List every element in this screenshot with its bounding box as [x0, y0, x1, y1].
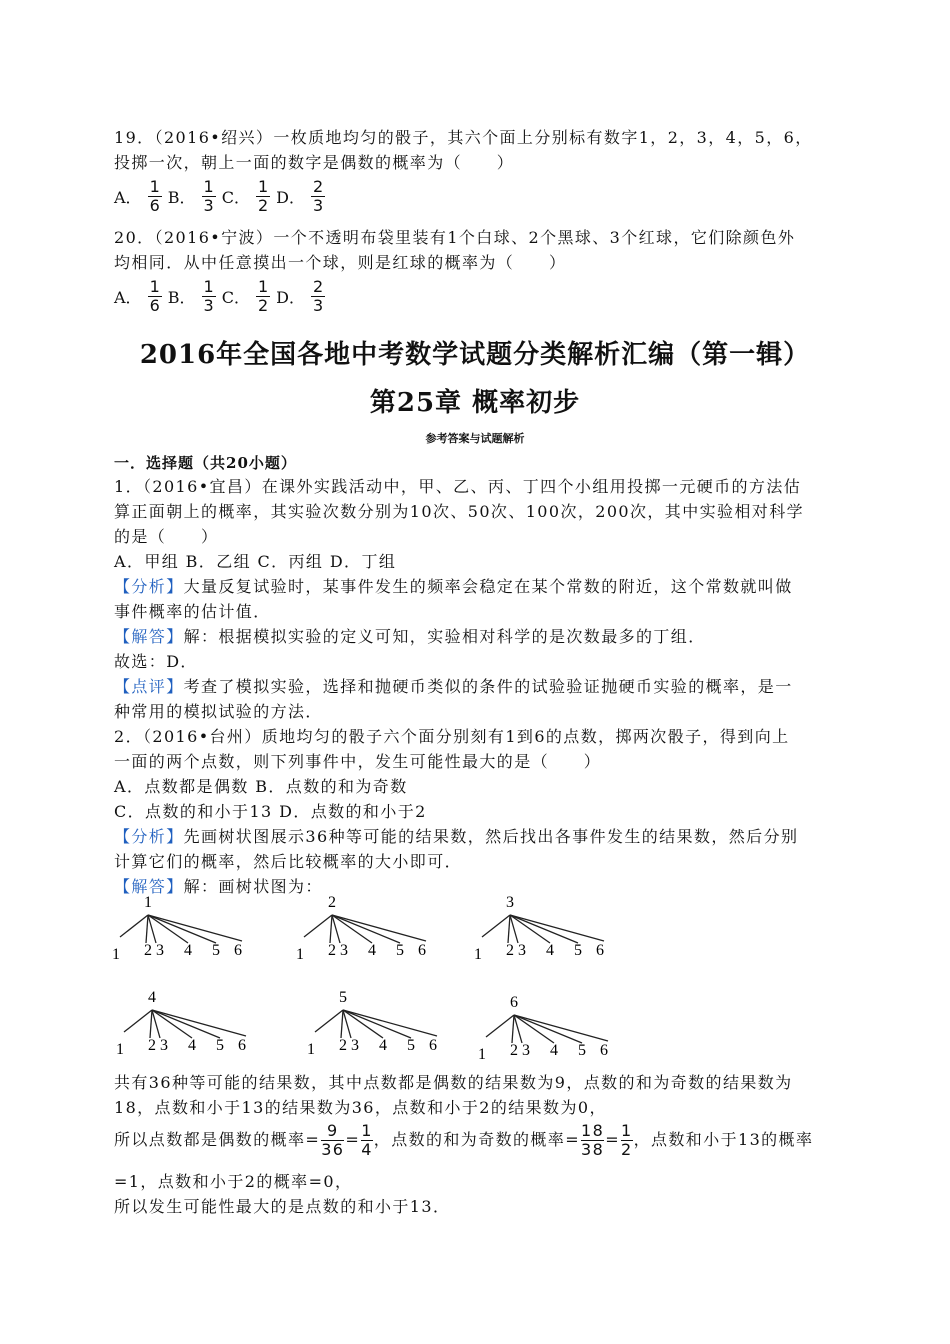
tree-leaf-label: 1 [474, 946, 482, 963]
fraction: $\frac{1}{2}$ [621, 1121, 633, 1159]
tree-branch [148, 915, 242, 941]
option-fraction: $\frac{1}{3}$ [203, 277, 214, 315]
tree-diagram [112, 988, 262, 1060]
tree-leaf-label: 5 [216, 1037, 224, 1054]
a2-question-line-1: 2．（2016•台州）质地均匀的骰子六个面分别刻有1到6的点数，掷两次骰子，得到向上 [114, 727, 790, 746]
a2-answer-line-1: 【解答】解：画树状图为： [114, 877, 323, 896]
tree-leaf-label: 3 [351, 1037, 359, 1054]
tree-leaf-label: 6 [418, 942, 426, 959]
tree-branch [120, 915, 148, 937]
tree-leaf-label: 1 [112, 946, 120, 963]
option-fraction: $\frac{2}{3}$ [312, 277, 324, 315]
q19-line-1: 19．（2016•绍兴）一枚质地均匀的骰子，其六个面上分别标有数字1，2，3，4，5，6， [114, 128, 813, 147]
a1-question-line-2: 算正面朝上的概率，其实验次数分别为10次、50次、100次，200次，其中实验相对科学 [114, 502, 804, 521]
option-label: C． [221, 188, 250, 207]
tree-leaf-label: 4 [546, 942, 554, 959]
tree-branch [330, 915, 332, 943]
section-heading: 一．选择题（共20小题） [114, 454, 297, 472]
tree-branch [482, 915, 510, 937]
option-fraction: $\frac{2}{3}$ [312, 177, 324, 215]
tree-root-label: 4 [148, 989, 156, 1006]
tree-branch [304, 915, 332, 937]
a2-result-line-3: =1，点数和小于2的概率=0， [114, 1172, 353, 1191]
tree-svg [112, 988, 262, 1060]
tree-diagram [303, 988, 453, 1060]
option-label: B． [167, 288, 196, 307]
chapter-title: 第25章 概率初步 [369, 388, 581, 418]
a2-analysis-line-1: 【分析】先画树状图展示36种等可能的结果数，然后找出各事件发生的结果数，然后分别 [114, 827, 799, 846]
tree-leaf-label: 1 [478, 1046, 486, 1063]
tree-leaf-label: 2 [506, 942, 514, 959]
tree-leaf-label: 3 [160, 1037, 168, 1054]
tree-leaf-label: 4 [550, 1042, 558, 1059]
tree-leaf-label: 6 [596, 942, 604, 959]
tree-branch [510, 915, 604, 941]
a2-result-line-4: 所以发生可能性最大的是点数的和小于13． [114, 1197, 451, 1216]
tree-diagram [292, 893, 442, 965]
tree-branch [341, 1010, 343, 1038]
tree-leaf-label: 4 [379, 1037, 387, 1054]
option-label: A． [114, 288, 142, 307]
tree-leaf-label: 3 [522, 1042, 530, 1059]
a1-analysis-line-1: 【分析】大量反复试验时，某事件发生的频率会稳定在某个常数的附近，这个常数就叫做 [114, 577, 793, 596]
a2-options-line-1: A．点数都是偶数 B．点数的和为奇数 [114, 777, 408, 796]
tree-diagram [474, 993, 624, 1065]
tree-leaf-label: 2 [328, 942, 336, 959]
tree-branch [512, 1015, 514, 1043]
tree-branch [332, 915, 426, 941]
q19-options [114, 178, 331, 215]
tree-diagram [470, 893, 620, 965]
tree-leaf-label: 6 [600, 1042, 608, 1059]
comment-tag: 【点评】 [114, 677, 184, 696]
option-fraction: $\frac{1}{3}$ [203, 177, 214, 215]
q19-line-2: 投掷一次，朝上一面的数字是偶数的概率为（ ） [114, 153, 515, 172]
a2-probability-line: 所以点数都是偶数的概率= $\frac{9}{36}$ = $\frac{1}{4}$ ，点数的和为奇数的概率= $\frac{18}{38}$ = $\frac{1}{2}$ ，点数和小于13的概率 [114, 1121, 814, 1159]
tree-leaf-label: 6 [429, 1037, 437, 1054]
tree-branch [315, 1010, 343, 1032]
tree-svg [470, 893, 620, 965]
answer-tag: 【解答】 [114, 877, 184, 896]
tree-branch [124, 1010, 152, 1032]
tree-diagram [108, 893, 258, 965]
option-label: B． [167, 188, 196, 207]
tree-leaf-label: 2 [510, 1042, 518, 1059]
q20-options [114, 278, 331, 315]
option-label: D． [276, 288, 305, 307]
a1-options: A．甲组 B．乙组 C．丙组 D．丁组 [114, 552, 397, 571]
tree-leaf-label: 5 [396, 942, 404, 959]
a1-analysis-line-2: 事件概率的估计值． [114, 602, 271, 621]
tree-root-label: 2 [328, 894, 336, 911]
option-label: C． [221, 288, 250, 307]
tree-branch [514, 1015, 608, 1041]
a1-comment-line-1: 【点评】考查了模拟实验，选择和抛硬币类似的条件的试验验证抛硬币实验的概率，是一 [114, 677, 793, 696]
a1-answer-line-1: 【解答】解：根据模拟实验的定义可知，实验相对科学的是次数最多的丁组． [114, 627, 706, 646]
tree-root-label: 6 [510, 994, 518, 1011]
tree-branch [508, 915, 510, 943]
analysis-tag: 【分析】 [114, 827, 184, 846]
tree-leaf-label: 6 [234, 942, 242, 959]
q20-line-2: 均相同．从中任意摸出一个球，则是红球的概率为（ ） [114, 253, 567, 272]
tree-leaf-label: 5 [212, 942, 220, 959]
tree-branch [343, 1010, 437, 1036]
tree-leaf-label: 2 [339, 1037, 347, 1054]
a2-question-line-2: 一面的两个点数，则下列事件中，发生可能性最大的是（ ） [114, 752, 602, 771]
tree-root-label: 3 [506, 894, 514, 911]
tree-svg [108, 893, 258, 965]
tree-leaf-label: 1 [307, 1041, 315, 1058]
a1-answer-line-2: 故选：D． [114, 652, 198, 671]
tree-leaf-label: 4 [188, 1037, 196, 1054]
tree-leaf-label: 5 [407, 1037, 415, 1054]
a1-comment-line-2: 种常用的模拟试验的方法． [114, 702, 323, 721]
a2-analysis-line-2: 计算它们的概率，然后比较概率的大小即可． [114, 852, 463, 871]
tree-branch [146, 915, 148, 943]
fraction: $\frac{18}{38}$ [581, 1121, 605, 1159]
tree-leaf-label: 6 [238, 1037, 246, 1054]
fraction: $\frac{9}{36}$ [321, 1121, 345, 1159]
tree-svg [303, 988, 453, 1060]
tree-leaf-label: 1 [116, 1041, 124, 1058]
document-title: 2016年全国各地中考数学试题分类解析汇编（第一辑） [139, 340, 811, 370]
option-fraction: $\frac{1}{2}$ [257, 277, 269, 315]
q20-line-1: 20．（2016•宁波）一个不透明布袋里装有1个白球、2个黑球、3个红球，它们除颜色外 [114, 228, 796, 247]
tree-svg [292, 893, 442, 965]
tree-leaf-label: 5 [578, 1042, 586, 1059]
tree-branch [152, 1010, 246, 1036]
subtitle: 参考答案与试题解析 [425, 432, 525, 445]
option-fraction: $\frac{1}{2}$ [257, 177, 269, 215]
a2-result-line-2: 18，点数和小于13的结果数为36，点数和小于2的结果数为0， [114, 1098, 607, 1117]
tree-leaf-label: 4 [368, 942, 376, 959]
a1-question-line-1: 1．（2016•宜昌）在课外实践活动中，甲、乙、丙、丁四个小组用投掷一元硬币的方法估 [114, 477, 802, 496]
option-fraction: $\frac{1}{6}$ [149, 277, 160, 315]
tree-leaf-label: 2 [144, 942, 152, 959]
tree-leaf-label: 2 [148, 1037, 156, 1054]
option-label: D． [276, 188, 305, 207]
tree-leaf-label: 1 [296, 946, 304, 963]
tree-leaf-label: 3 [340, 942, 348, 959]
tree-root-label: 1 [144, 894, 152, 911]
tree-leaf-label: 3 [518, 942, 526, 959]
option-label: A． [114, 188, 142, 207]
tree-leaf-label: 4 [184, 942, 192, 959]
a2-options-line-2: C．点数的和小于13 D．点数的和小于2 [114, 802, 427, 821]
answer-tag: 【解答】 [114, 627, 184, 646]
tree-root-label: 5 [339, 989, 347, 1006]
tree-leaf-label: 5 [574, 942, 582, 959]
option-fraction: $\frac{1}{6}$ [149, 177, 160, 215]
fraction: $\frac{1}{4}$ [361, 1121, 373, 1159]
tree-branch [150, 1010, 152, 1038]
tree-branch [486, 1015, 514, 1037]
a2-result-line-1: 共有36种等可能的结果数，其中点数都是偶数的结果数为9，点数的和为奇数的结果数为 [114, 1073, 793, 1092]
tree-leaf-label: 3 [156, 942, 164, 959]
tree-svg [474, 993, 624, 1065]
a1-question-line-3: 的是（ ） [114, 527, 219, 546]
analysis-tag: 【分析】 [114, 577, 184, 596]
